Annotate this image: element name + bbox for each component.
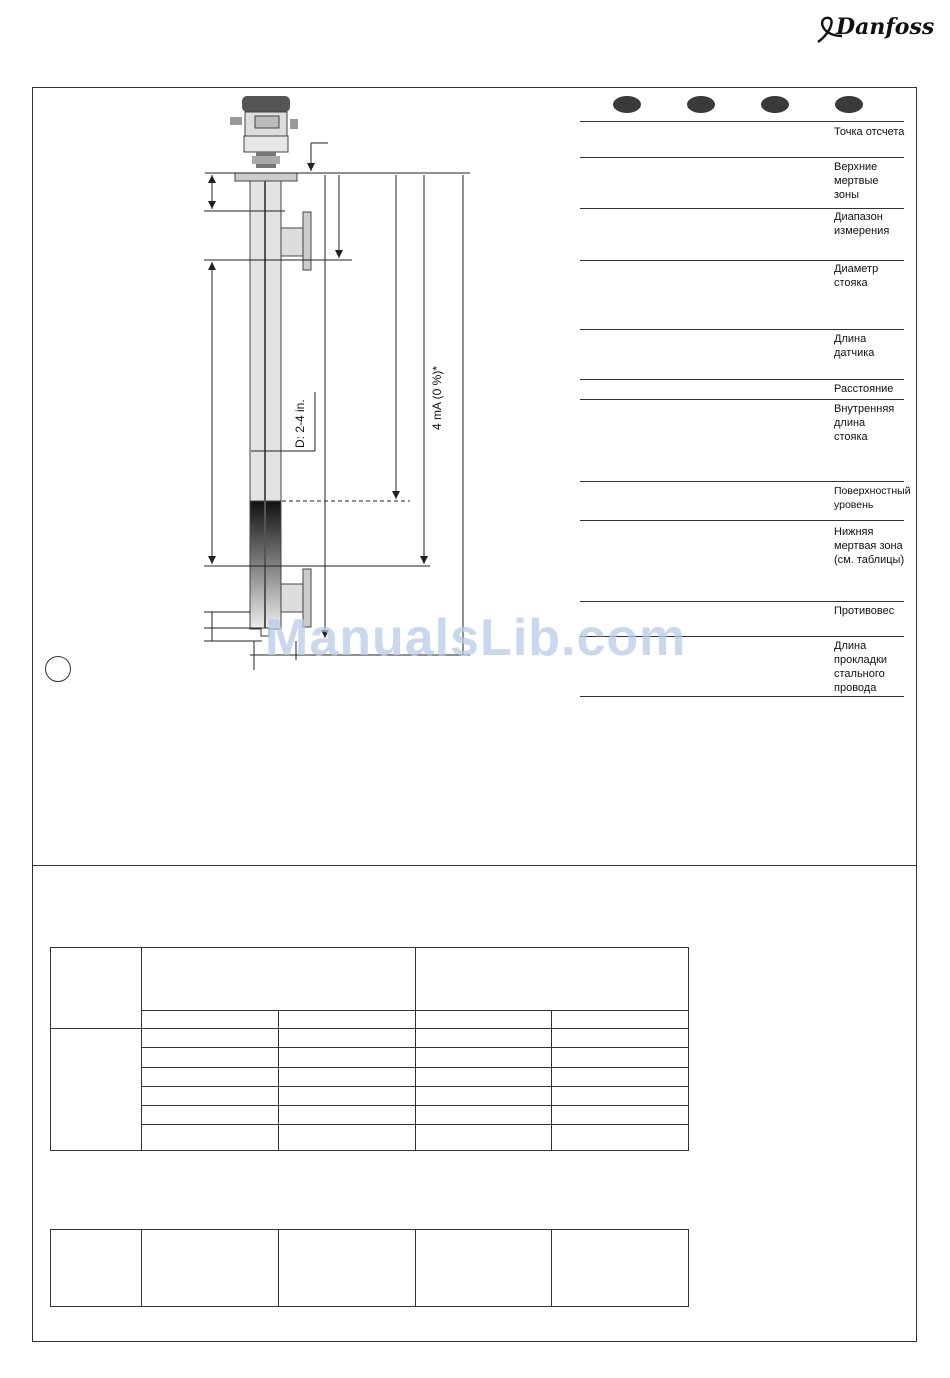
brand-logo-text: Danfoss [836,14,935,40]
legend-label-surface-level: Поверхностный уровень [834,485,911,511]
current-4ma-label: 4 mA (0 %)* [430,365,444,430]
legend-label-upper-dead-zones: Верхние мертвые зоны [834,161,879,201]
column-marker-1 [613,96,641,113]
transmitter-head [230,96,298,168]
legend-label-standpipe-diameter: Диаметр стояка [834,263,879,289]
dead-zone-table-2 [50,1229,689,1307]
column-marker-3 [761,96,789,113]
watermark: ManualsLib.com [265,609,687,667]
legend-label-standpipe-inner-length: Внутренняя длина стояка [834,403,895,443]
legend-label-steel-wire-length: Длина прокладки стального провода [834,640,888,694]
diameter-label: D: 2-4 in. [293,399,307,448]
section-marker [45,656,71,682]
legend-label-measuring-range: Диапазон измерения [834,211,890,237]
column-marker-2 [687,96,715,113]
legend-label-lower-dead-zone: Нижняя мертвая зона (см. таблицы) [834,526,905,566]
top-flange [235,173,297,181]
column-marker-4 [835,96,863,113]
column-markers [580,96,910,116]
dead-zone-table-1 [50,947,689,1151]
legend-label-reference-point: Точка отсчета [834,126,905,138]
legend-label-distance: Расстояние [834,383,894,395]
legend-label-counterweight: Противовес [834,605,895,617]
legend-label-sensor-length: Длина датчика [834,333,875,359]
